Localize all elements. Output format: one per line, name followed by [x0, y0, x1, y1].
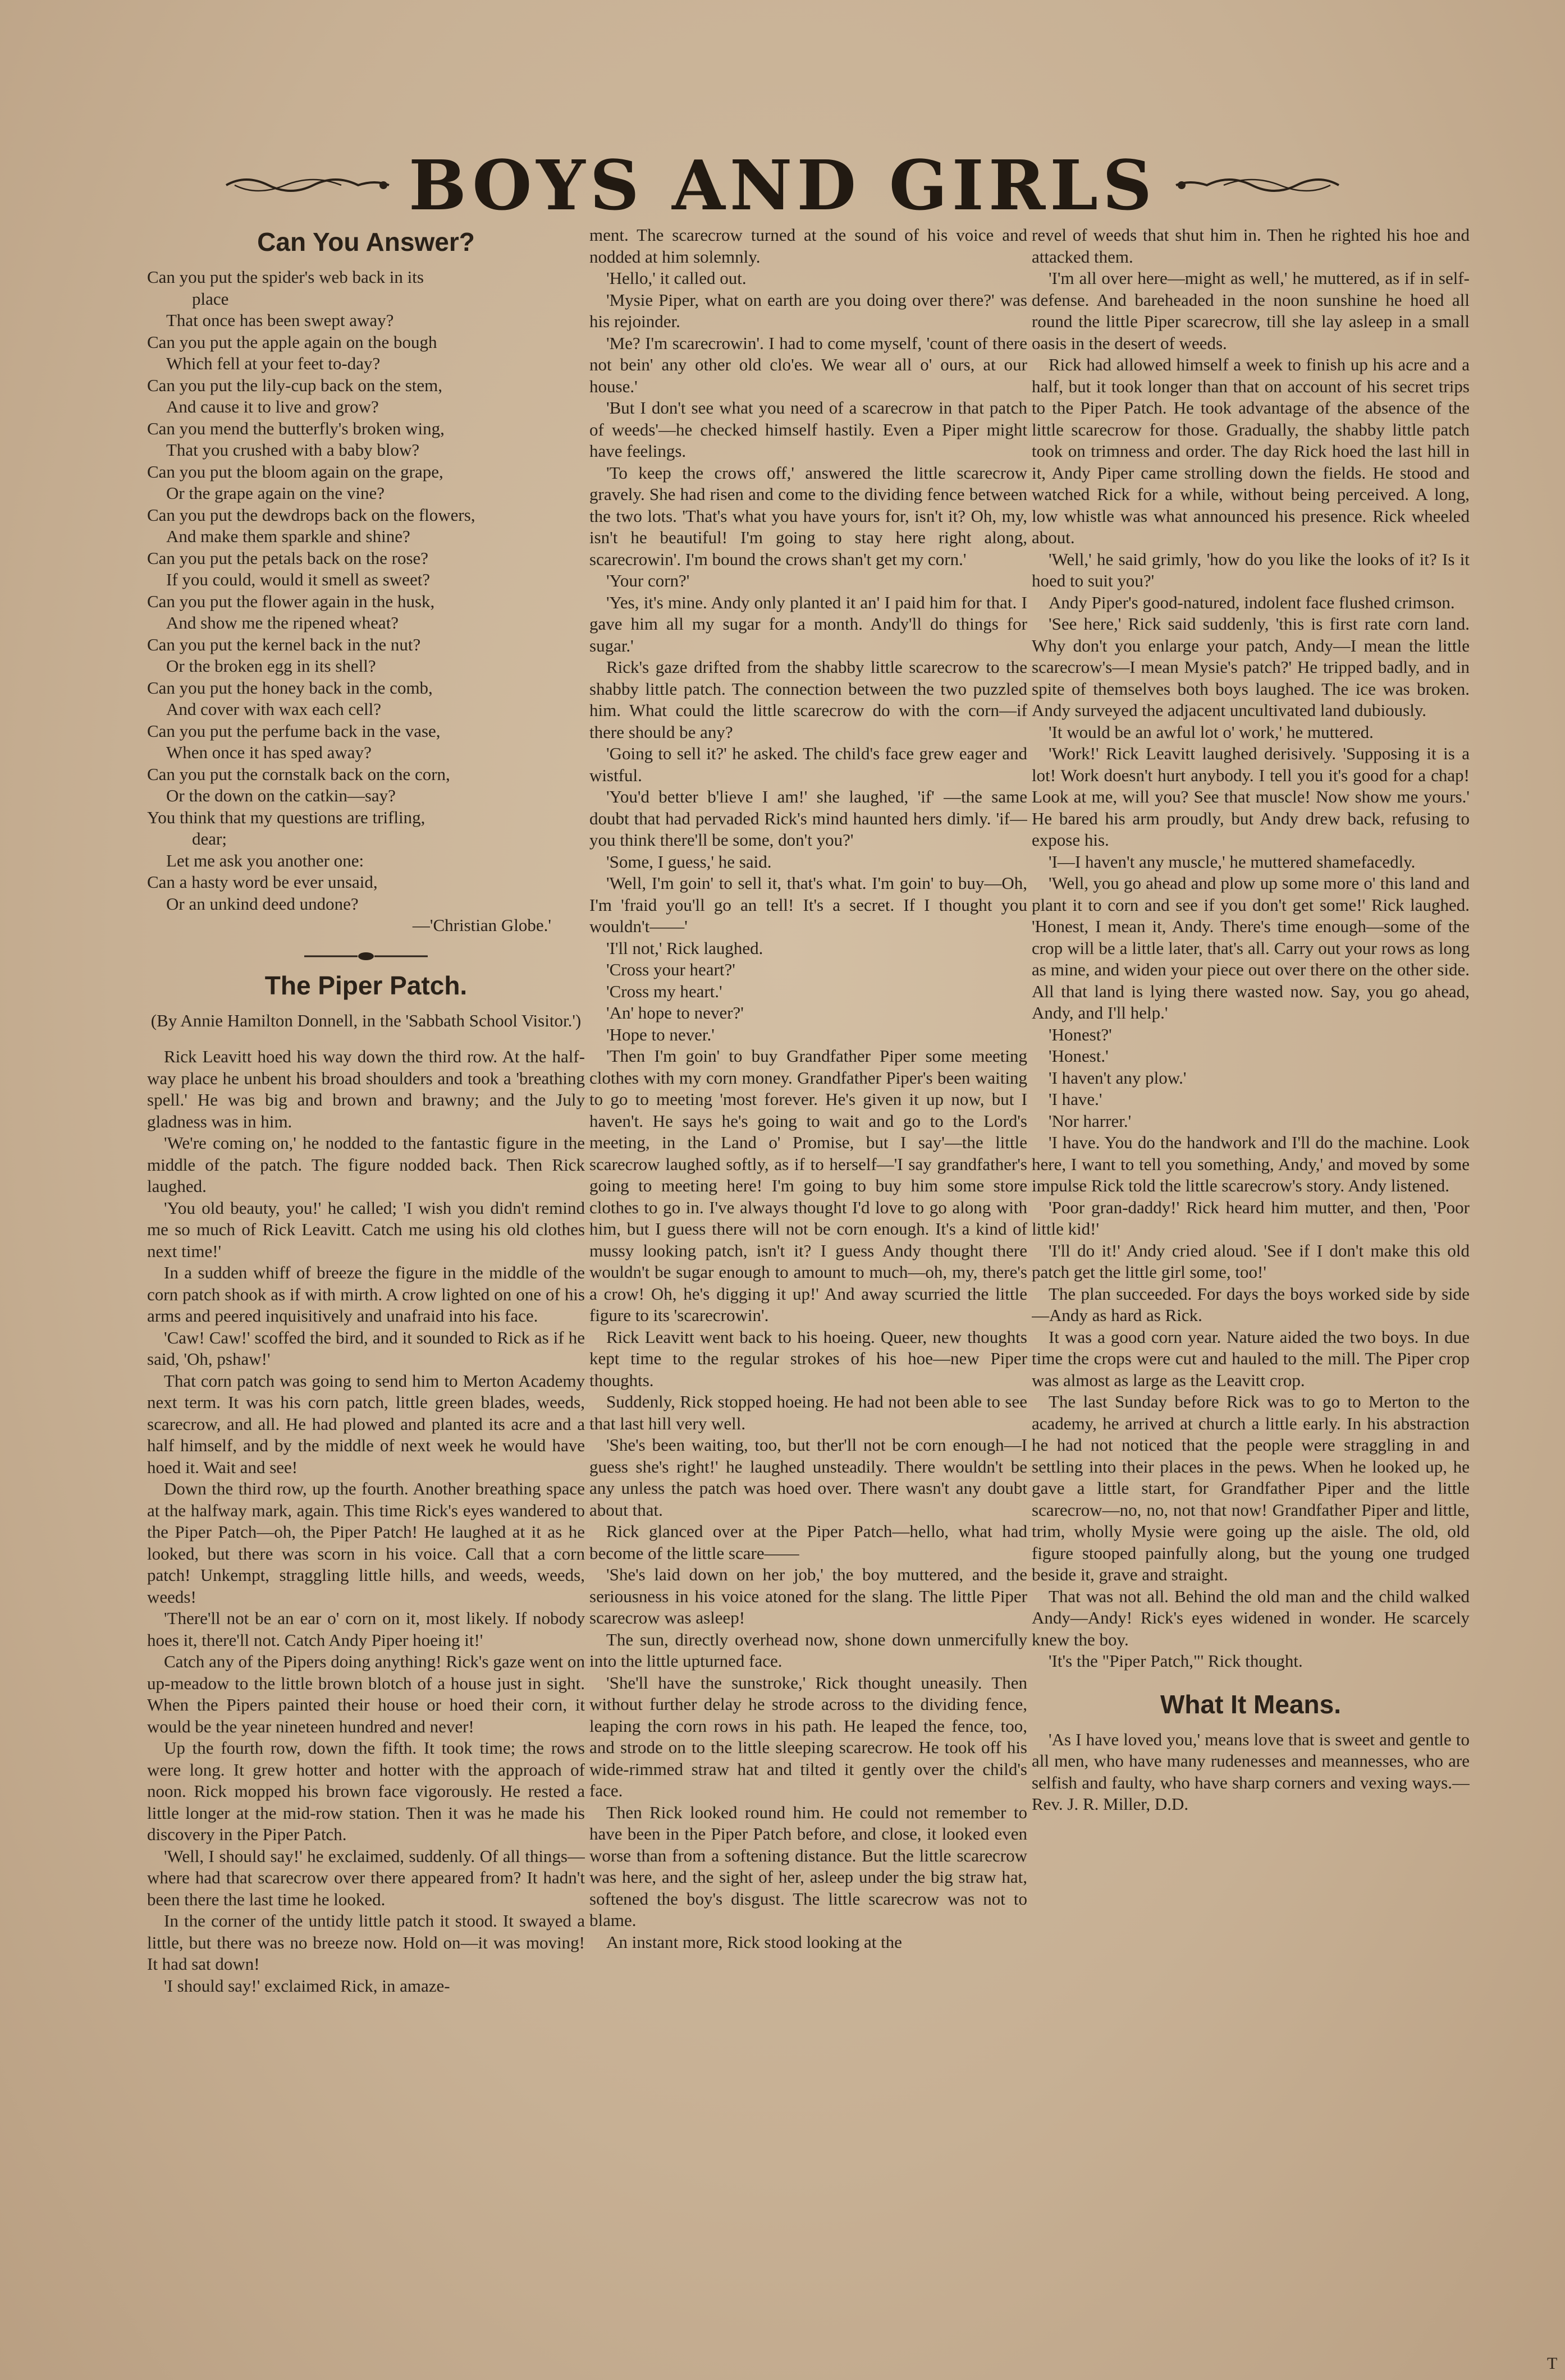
- poem-line: Or the down on the catkin—say?: [166, 786, 396, 806]
- poem-line: Can you put the spider's web back in its: [147, 267, 424, 287]
- poem-line: Can you put the bloom again on the grape,: [147, 461, 443, 481]
- masthead-title: BOYS AND GIRLS: [408, 145, 1157, 226]
- story-paragraph: 'See here,' Rick said suddenly, 'this is first rate corn land. Why don't you enlarge your patch, Andy—I mean the little scarecrow's—I mean Mysie's patch?' He tripped badly, and in spite of themselves both boys laughed. The ice was broken. Andy surveyed the adjacent uncultivated land dubiously.: [1032, 614, 1470, 720]
- story-paragraph: That was not all. Behind the old man and the child walked Andy—Andy! Rick's eyes widened in wonder. He scarcely knew the boy.: [1032, 1586, 1470, 1649]
- story-body-part-3: [1032, 224, 1470, 1672]
- story-paragraph: Andy Piper's good-natured, indolent face flushed crimson.: [1049, 592, 1455, 612]
- poem-attribution: —'Christian Globe.': [412, 915, 551, 936]
- story-paragraph: 'I haven't any plow.': [1049, 1067, 1187, 1088]
- poem-line: Can you put the petals back on the rose?: [147, 548, 429, 568]
- what-it-means-title: What It Means.: [1160, 1689, 1342, 1719]
- poem-line: That you crushed with a baby blow?: [166, 440, 420, 460]
- poem-line: Or the broken egg in its shell?: [166, 656, 376, 676]
- story-paragraph: 'I—I haven't any muscle,' he muttered shamefacedly.: [1049, 851, 1416, 872]
- story-paragraph: Rick Leavitt went back to his hoeing. Queer, new thoughts kept time to the regular strokes of his hoe—new Piper thoughts.: [589, 1327, 1027, 1390]
- story-paragraph: 'Cross your heart?': [606, 960, 735, 979]
- story-paragraph: 'Honest?': [1049, 1024, 1112, 1044]
- story-paragraph: 'I'm all over here—might as well,' he muttered, as if in self-defense. And bareheaded in the noon sunshine he hoed all round the little Piper scarecrow, till she lay asleep in a small oasis in the desert of weeds.: [1032, 268, 1470, 353]
- story-paragraph: 'I have. You do the handwork and I'll do the machine. Look here, I want to tell you something, Andy,' and moved by some impulse Rick told the little scarecrow's story. Andy listened.: [1032, 1132, 1470, 1195]
- what-it-means-text: 'As I have loved you,' means love that is sweet and gentle to all men, who have many rudenesses and meannesses, who are selfish and faulty, who have sharp corners and vexing ways.—Rev. J. R. Miller, D.D.: [1032, 1729, 1470, 1814]
- poem: [147, 267, 585, 915]
- column-1: [147, 224, 585, 2357]
- story-title: The Piper Patch.: [264, 970, 468, 1000]
- story-paragraph: 'Hope to never.': [606, 1024, 715, 1044]
- story-paragraph: 'You'd better b'lieve I am!' she laughed, 'if' —the same doubt that had pervaded Rick's mind haunted hers dimly. 'if—you think there'll be some, don't you?': [589, 787, 1027, 850]
- story-paragraph: 'An' hope to never?': [606, 1003, 744, 1022]
- story-paragraph: revel of weeds that shut him in. Then he righted his hoe and attacked them.: [1032, 225, 1470, 267]
- poem-line: place: [192, 288, 229, 309]
- poem-line: Can you put the dewdrops back on the flowers,: [147, 505, 475, 525]
- left-flourish-ornament: [223, 171, 392, 199]
- poem-line: That once has been swept away?: [166, 310, 394, 331]
- story-paragraph: ment. The scarecrow turned at the sound of his voice and nodded at him solemnly.: [589, 225, 1027, 267]
- story-paragraph: 'Nor harrer.': [1049, 1111, 1132, 1131]
- poem-line: When once it has sped away?: [166, 742, 372, 763]
- poem-line: Can you put the apple again on the bough: [147, 332, 437, 352]
- poem-line: Can you put the kernel back in the nut?: [147, 634, 421, 654]
- story-paragraph: 'Poor gran-daddy!' Rick heard him mutter, and then, 'Poor little kid!': [1032, 1197, 1470, 1239]
- story-paragraph: 'Work!' Rick Leavitt laughed derisively. 'Supposing it is a lot! Work doesn't hurt anybody. I tell you it's good for a chap! Look at me, will you? See that muscle! Now show me yours.' He bared his arm proudly, but Andy drew back, refusing to expose his.: [1032, 744, 1470, 850]
- story-paragraph: Suddenly, Rick stopped hoeing. He had not been able to see that last hill very well.: [589, 1392, 1027, 1433]
- column-3: [1032, 224, 1470, 2357]
- poem-line: Can you mend the butterfly's broken wing,: [147, 418, 445, 438]
- story-paragraph: In a sudden whiff of breeze the figure in the middle of the corn patch shook as if with mirth. A crow lighted on one of his arms and peered inquisitively and unafraid into his face.: [147, 1263, 585, 1326]
- story-paragraph: Then Rick looked round him. He could not remember to have been in the Piper Patch before, and close, it looked even worse than from a softening distance. But the little scarecrow was here, and the sight of her, asleep under the big straw hat, softened the boy's disgust. The little scarecrow was not to blame.: [589, 1802, 1027, 1930]
- poem-line: Can you put the lily-cup back on the stem,: [147, 375, 443, 395]
- story-paragraph: 'Mysie Piper, what on earth are you doing over there?' was his rejoinder.: [589, 290, 1027, 331]
- story-paragraph: 'Me? I'm scarecrowin'. I had to come myself, 'count of there not bein' any other old clo'es. We wear all o' ours, at our house.': [589, 333, 1027, 396]
- section-divider-ornament: [299, 950, 433, 962]
- poem-line: And cause it to live and grow?: [166, 397, 379, 417]
- story-paragraph: Rick glanced over at the Piper Patch—hello, what had become of the little scare——: [589, 1521, 1027, 1563]
- story-paragraph: 'Some, I guess,' he said.: [606, 851, 772, 872]
- story-body-part-1: [147, 1046, 585, 1997]
- story-paragraph: 'I have.': [1049, 1089, 1102, 1109]
- poem-title: Can You Answer?: [257, 227, 475, 256]
- story-paragraph: 'Caw! Caw!' scoffed the bird, and it sounded to Rick as if he said, 'Oh, pshaw!': [147, 1327, 585, 1369]
- story-paragraph: 'Your corn?': [606, 571, 690, 590]
- story-paragraph: Rick had allowed himself a week to finish up his acre and a half, but it took longer than that on account of his secret trips to the Piper Patch. He took advantage of the absence of the little scarecrow for those. Gradually, the shabby little patch took on trimness and order. The day Rick hoed the last hill in it, Andy Piper came strolling down the fields. He stood and watched Rick for a while, without being perceived. A long, low whistle was what announced his presence. Rick wheeled about.: [1032, 355, 1470, 547]
- story-paragraph: 'She's been waiting, too, but ther'll not be corn enough—I guess she's right!' he laughed unsteadily. There wouldn't be any unless the patch was hoed over. There wasn't any doubt about that.: [589, 1435, 1027, 1520]
- poem-line: If you could, would it smell as sweet?: [166, 570, 431, 590]
- story-paragraph: 'Well, I should say!' he exclaimed, suddenly. Of all things—where had that scarecrow over there appeared from? It hadn't been there the last time he looked.: [147, 1846, 585, 1909]
- story-paragraph: 'I'll not,' Rick laughed.: [606, 938, 763, 958]
- poem-line: Can you put the honey back in the comb,: [147, 677, 433, 698]
- story-paragraph: 'You old beauty, you!' he called; 'I wish you didn't remind me so much of Rick Leavitt. Catch me using his old clothes next time!': [147, 1198, 585, 1261]
- story-paragraph: 'Honest.': [1049, 1046, 1109, 1066]
- poem-line: Can you put the flower again in the husk,: [147, 591, 435, 611]
- story-paragraph: 'She'll have the sunstroke,' Rick thought uneasily. Then without further delay he strode across to the dividing fence, leaping the corn rows in his path. He leaped the fence, too, and strode on to the little sleeping scarecrow. He took off his wide-rimmed straw hat and tilted it gently over the child's face.: [589, 1672, 1027, 1800]
- poem-line: Let me ask you another one:: [166, 850, 364, 870]
- story-paragraph: The plan succeeded. For days the boys worked side by side—Andy as hard as Rick.: [1032, 1283, 1470, 1325]
- masthead: [0, 146, 1565, 224]
- poem-line: And cover with wax each cell?: [166, 699, 382, 719]
- poem-line: You think that my questions are trifling,: [147, 807, 425, 827]
- story-paragraph: That corn patch was going to send him to Merton Academy next term. It was his corn patch, little green blades, weeds, scarecrow, and all. He had plowed and planted its acre and a half himself, and by the middle of next week he would have hoed it. Wait and see!: [147, 1370, 585, 1477]
- story-paragraph: The last Sunday before Rick was to go to Merton to the academy, he arrived at church a little early. In his abstraction he had not noticed that the people were straggling in and settling into their places in the pews. When he looked up, he gave a little start, for Grandfather Piper and the little scarecrow—no, no, not that now! Grandfather Piper and little, trim, wholly Mysie were going up the aisle. The old, old figure stooped painfully along, but the young one trudged beside it, grave and straight.: [1032, 1392, 1470, 1584]
- story-paragraph: Down the third row, up the fourth. Another breathing space at the halfway mark, again. This time Rick's eyes wandered to the Piper Patch—oh, the Piper Patch! He laughed at it as he looked, but there was scorn in his voice. Call that a corn patch! Unkempt, straggling little hills, and weeds, weeds, weeds!: [147, 1479, 585, 1607]
- story-paragraph: It was a good corn year. Nature aided the two boys. In due time the crops were cut and hauled to the mill. The Piper crop was almost as large as the Leavitt crop.: [1032, 1327, 1470, 1390]
- story-paragraph: Catch any of the Pipers doing anything! Rick's gaze went on up-meadow to the little brown blotch of a house just in sight. When the Pipers painted their house or hoed their corn, it would be the year nineteen hundred and never!: [147, 1652, 585, 1736]
- story-paragraph: 'Cross my heart.': [606, 981, 722, 1001]
- story-paragraph: 'We're coming on,' he nodded to the fantastic figure in the middle of the patch. The figure nodded back. Then Rick laughed.: [147, 1133, 585, 1196]
- poem-line: Can a hasty word be ever unsaid,: [147, 872, 378, 892]
- story-paragraph: 'There'll not be an ear o' corn on it, most likely. If nobody hoes it, there'll not. Catch Andy Piper hoeing it!': [147, 1608, 585, 1650]
- poem-line: And make them sparkle and shine?: [166, 526, 410, 547]
- story-paragraph: 'Hello,' it called out.: [606, 268, 747, 288]
- story-paragraph: The sun, directly overhead now, shone down unmercifully into the little upturned face.: [589, 1629, 1027, 1671]
- story-byline: (By Annie Hamilton Donnell, in the 'Sabbath School Visitor.'): [150, 1010, 582, 1030]
- story-paragraph: 'To keep the crows off,' answered the little scarecrow gravely. She had risen and come to the dividing fence between the two lots. 'That's what you have yours for, isn't it? Oh, my, isn't he beautiful! I'm going to stay here right along, scarecrowin'. I'm bound the crows shan't get my corn.': [589, 462, 1027, 569]
- story-paragraph: Rick Leavitt hoed his way down the third row. At the half-way place he unbent his broad shoulders and took a 'breathing spell.' He was big and brown and brawny; and the July gladness was in him.: [147, 1047, 585, 1131]
- poem-line: Or the grape again on the vine?: [166, 483, 385, 503]
- poem-line: dear;: [192, 829, 227, 849]
- story-body-part-2: [589, 224, 1027, 1953]
- story-paragraph: Rick's gaze drifted from the shabby little scarecrow to the shabby little patch. The connection between the two puzzled him. What could the little scarecrow do with the corn—if there should be any?: [589, 657, 1027, 742]
- story-paragraph: 'Going to sell it?' he asked. The child's face grew eager and wistful.: [589, 744, 1027, 785]
- story-paragraph: 'Well, I'm goin' to sell it, that's what. I'm goin' to buy—Oh, I'm 'fraid you'll go an tell! It's a secret. If I thought you wouldn't——': [589, 873, 1027, 936]
- column-2: [589, 224, 1027, 2357]
- story-paragraph: 'But I don't see what you need of a scarecrow in that patch of weeds'—he checked himself hastily. Even a Piper might have feelings.: [589, 398, 1027, 461]
- poem-line: Which fell at your feet to-day?: [166, 354, 381, 374]
- story-paragraph: In the corner of the untidy little patch it stood. It swayed a little, but there was no breeze now. Hold on—it was moving! It had sat down!: [147, 1911, 585, 1974]
- story-paragraph: 'She's laid down on her job,' the boy muttered, and the seriousness in his voice atoned for the slang. The little Piper scarecrow was asleep!: [589, 1565, 1027, 1627]
- story-paragraph: 'I'll do it!' Andy cried aloud. 'See if I don't make this old patch get the little girl some, too!': [1032, 1240, 1470, 1282]
- story-paragraph: Up the fourth row, down the fifth. It took time; the rows were long. It grew hotter and hotter with the approach of noon. Rick mopped his brown face vigorously. He rested a little longer at the mid-row station. Then it was he made his discovery in the Piper Patch.: [147, 1738, 585, 1845]
- story-paragraph: An instant more, Rick stood looking at the: [606, 1932, 902, 1952]
- story-paragraph: 'Yes, it's mine. Andy only planted it an' I paid him for that. I gave him all my sugar for a month. Andy'll do things for sugar.': [589, 592, 1027, 655]
- poem-line: Can you put the cornstalk back on the corn,: [147, 764, 450, 784]
- story-paragraph: 'It would be an awful lot o' work,' he muttered.: [1049, 722, 1374, 742]
- story-paragraph: 'Well, you go ahead and plow up some more o' this land and plant it to corn and see if you don't get some!' Rick laughed. 'Honest, I mean it, Andy. There's time enough—some of the crop will be a little later, that's all. Carry out your rows as long as mine, and widen your piece out over there on the other side. All that land is lying there wasted now. Say, you go ahead, Andy, and I'll help.': [1032, 873, 1470, 1022]
- story-paragraph: 'I should say!' exclaimed Rick, in amaze-: [164, 1975, 450, 1996]
- right-flourish-ornament: [1173, 171, 1342, 199]
- poem-line: Can you put the perfume back in the vase,: [147, 721, 441, 741]
- story-paragraph: 'Then I'm goin' to buy Grandfather Piper some meeting clothes with my corn money. Grandfather Piper's been waiting to go to meeting 'most forever. He's given it up now, but I haven't. He says he's going to wait and go to the Lord's meeting, in the Land o' Promise, but I say'—the little scarecrow laughed softly, as if to herself—'I say grandfather's going to meeting here! I'm going to buy him some store clothes to go in. I've always thought I'd love to go along with him, but I guess there will not be corn enough. It's a kind of mussy looking patch, isn't it? I guess Andy thought there wouldn't be sugar enough to amount to much—oh, my, there's a crow! Oh, he's digging it up!' And away scurried the little figure to its 'scarecrowin'.: [589, 1046, 1027, 1325]
- page-folio: T: [1547, 2354, 1558, 2373]
- story-paragraph: 'It's the "Piper Patch,"' Rick thought.: [1049, 1651, 1303, 1671]
- poem-line: And show me the ripened wheat?: [166, 613, 399, 633]
- story-paragraph: 'Well,' he said grimly, 'how do you like the looks of it? Is it hoed to suit you?': [1032, 549, 1470, 590]
- poem-line: Or an unkind deed undone?: [166, 893, 359, 914]
